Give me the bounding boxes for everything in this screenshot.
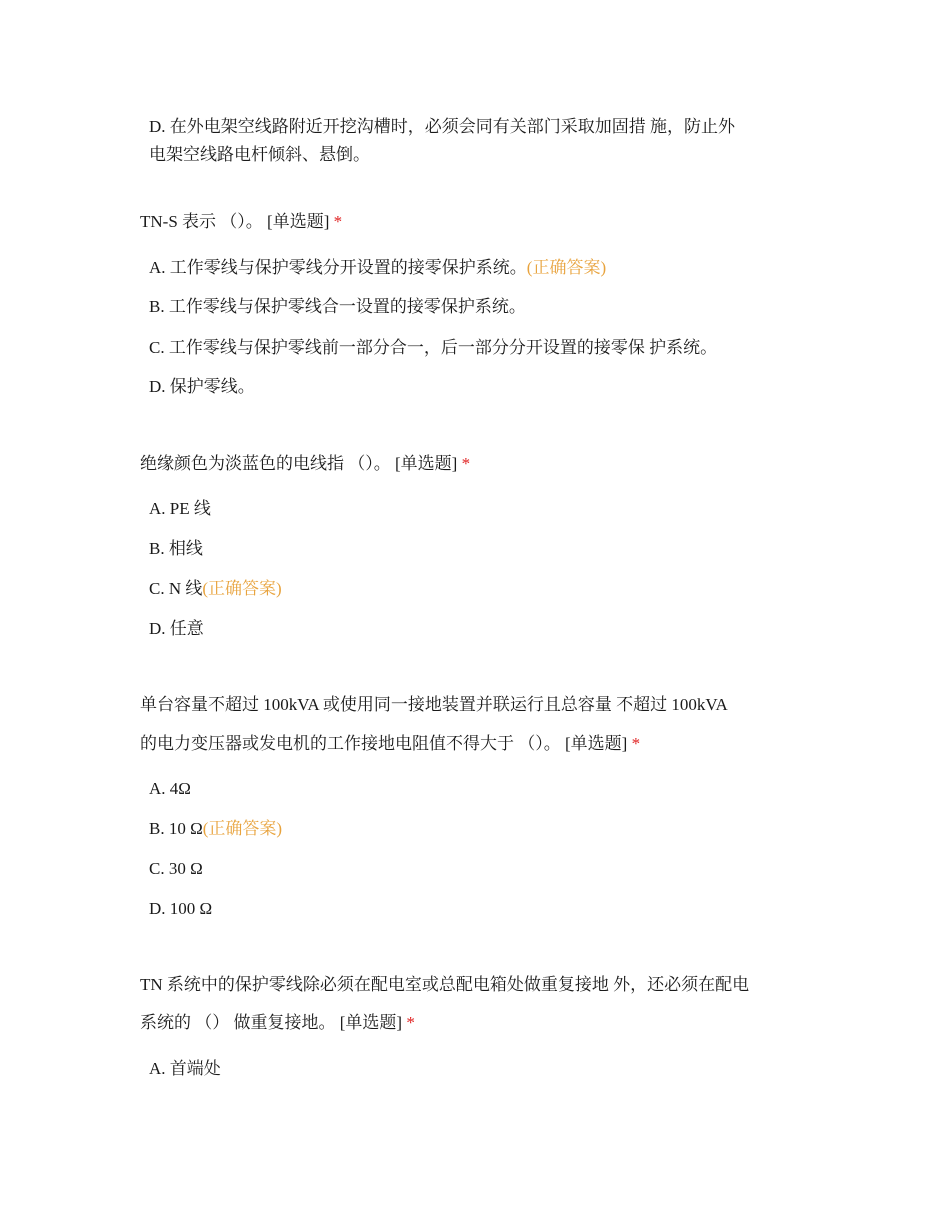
question-1-title	[140, 212, 342, 232]
option-text: C. N 线	[149, 579, 203, 598]
carry-over-option-d-line1	[149, 117, 735, 137]
option-text: B. 工作零线与保护零线合一设置的接零保护系统。	[149, 297, 526, 316]
option-text: D. 任意	[149, 619, 204, 638]
question-1-option-d[interactable]	[149, 377, 255, 397]
question-text: TN 系统中的保护零线除必须在配电室或总配电箱处做重复接地 外，还必须在配电	[140, 975, 750, 994]
option-text: B. 相线	[149, 539, 203, 558]
option-text: C. 工作零线与保护零线前一部分合一，后一部分分开设置的接零保 护系统。	[149, 338, 718, 357]
option-text: D. 在外电架空线路附近开挖沟槽时，必须会同有关部门采取加固措 施，防止外	[149, 117, 736, 136]
question-2-title	[140, 454, 470, 474]
question-2-option-b[interactable]	[149, 539, 203, 559]
question-text: 的电力变压器或发电机的工作接地电阻值不得大于 （）。 [单选题]	[140, 734, 628, 753]
option-text: B. 10 Ω	[149, 819, 203, 838]
question-2-option-d[interactable]	[149, 619, 204, 639]
question-4-option-a[interactable]	[149, 1059, 221, 1079]
option-text: A. 首端处	[149, 1059, 221, 1078]
option-text: 电架空线路电杆倾斜、悬倒。	[149, 145, 370, 164]
question-text: 系统的 （） 做重复接地。 [单选题]	[140, 1013, 403, 1032]
question-text: TN-S 表示 （）。 [单选题]	[140, 212, 330, 231]
question-3-title-line2	[140, 734, 640, 754]
option-text: A. PE 线	[149, 499, 211, 518]
question-3-option-c[interactable]	[149, 859, 203, 879]
question-1-option-b[interactable]	[149, 297, 526, 317]
question-4-title-line1	[140, 975, 749, 995]
option-text: C. 30 Ω	[149, 859, 203, 878]
question-1-option-c[interactable]	[149, 338, 717, 358]
carry-over-option-d-line2	[149, 145, 370, 165]
question-3-option-b[interactable]	[149, 819, 282, 839]
option-text: A. 4Ω	[149, 779, 191, 798]
question-4-title-line2	[140, 1013, 415, 1033]
required-mark: *	[333, 212, 343, 231]
question-3-title-line1	[140, 695, 728, 715]
correct-answer-label: (正确答案)	[202, 819, 283, 838]
question-3-option-a[interactable]	[149, 779, 191, 799]
option-text: D. 保护零线。	[149, 377, 255, 396]
option-text: A. 工作零线与保护零线分开设置的接零保护系统。	[149, 258, 527, 277]
question-text: 单台容量不超过 100kVA 或使用同一接地装置并联运行且总容量 不超过 100kVA	[140, 695, 728, 714]
required-mark: *	[631, 734, 641, 753]
required-mark: *	[406, 1013, 415, 1032]
question-1-option-a[interactable]	[149, 258, 606, 278]
option-text: D. 100 Ω	[149, 899, 213, 918]
question-3-option-d[interactable]	[149, 899, 212, 919]
required-mark: *	[461, 454, 471, 473]
question-2-option-c[interactable]	[149, 579, 282, 599]
correct-answer-label: (正确答案)	[526, 258, 607, 277]
question-text: 绝缘颜色为淡蓝色的电线指 （）。 [单选题]	[140, 454, 458, 473]
question-2-option-a[interactable]	[149, 499, 211, 519]
correct-answer-label: (正确答案)	[202, 579, 282, 598]
